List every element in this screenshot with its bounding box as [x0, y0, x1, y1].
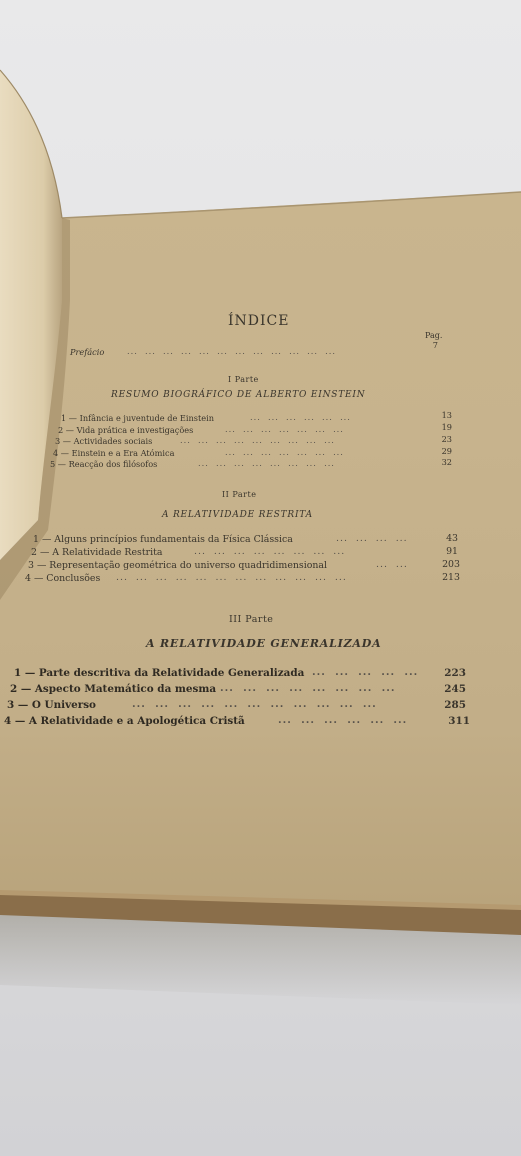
toc-leader: ... ... [376, 559, 408, 570]
toc-entry-label: 4 — Einstein e a Era Atómica [53, 448, 175, 458]
toc-leader: ... ... ... ... ... ... ... ... ... ... ... ... [116, 572, 347, 583]
prefacio-leader: ... ... ... ... ... ... ... ... ... ... ... ... [127, 346, 336, 356]
toc-entry-page: 23 [441, 434, 452, 444]
toc-leader: ... ... ... ... ... ... ... ... ... ... ... [132, 698, 377, 710]
toc-entry-label: 2 — Aspecto Matemático da mesma [10, 683, 217, 695]
toc-entry-label: 1 — Parte descritiva da Relatividade Generalizada [14, 667, 305, 679]
toc-entry-page: 223 [444, 667, 466, 679]
toc-leader: ... ... ... ... ... ... [250, 412, 351, 422]
toc-entry-page: 245 [444, 683, 466, 695]
toc-leader: ... ... ... ... ... ... [278, 714, 408, 726]
toc-entry-label: 4 — Conclusões [25, 573, 101, 584]
toc-entry-page: 311 [448, 715, 470, 727]
toc-entry-page: 91 [446, 546, 458, 557]
toc-entry-label: 1 — Infância e juventude de Einstein [61, 413, 215, 423]
toc-entry-page: 285 [444, 699, 466, 711]
toc-entry-label: 4 — A Relatividade e a Apologética Cristã [4, 715, 245, 727]
toc-leader: ... ... ... ... ... ... ... ... [220, 682, 396, 694]
toc-entry-page: 13 [441, 410, 452, 420]
toc-entry-label: 3 — Representação geométrica do universo quadridimensional [28, 560, 327, 571]
toc-leader: ... ... ... ... [336, 533, 408, 544]
page-column-heading: Pag. [425, 331, 443, 340]
index-title: ÍNDICE [228, 313, 290, 329]
toc-leader: ... ... ... ... ... [312, 666, 419, 678]
part-heading: I Parte [228, 375, 259, 384]
toc-leader: ... ... ... ... ... ... ... ... [198, 458, 335, 468]
prefacio-label: Prefácio [70, 347, 105, 357]
toc-entry-page: 213 [442, 572, 460, 583]
toc-entry-page: 203 [442, 559, 460, 570]
toc-entry-label: 3 — O Universo [7, 699, 96, 711]
toc-leader: ... ... ... ... ... ... ... [225, 447, 344, 457]
toc-entry-label: 2 — Vida prática e investigações [58, 425, 194, 435]
toc-leader: ... ... ... ... ... ... ... ... ... [180, 435, 335, 445]
prefacio-page: 7 [432, 340, 438, 350]
toc-entry-page: 29 [441, 446, 452, 456]
toc-leader: ... ... ... ... ... ... ... [225, 424, 344, 434]
toc-entry-page: 19 [441, 422, 452, 432]
part-heading: III Parte [229, 614, 274, 625]
toc-entry-label: 2 — A Relatividade Restrita [31, 547, 163, 558]
part-subtitle: RESUMO BIOGRÁFICO DE ALBERTO EINSTEIN [111, 390, 366, 400]
toc-entry-label: 1 — Alguns princípios fundamentais da Física Clássica [33, 534, 293, 545]
toc-entry-page: 32 [441, 457, 452, 467]
toc-leader: ... ... ... ... ... ... ... ... [194, 546, 346, 557]
part-subtitle: A RELATIVIDADE RESTRITA [162, 510, 313, 520]
toc-entry-label: 3 — Actividades sociais [55, 436, 153, 446]
toc-entry-page: 43 [446, 533, 458, 544]
toc-entry-label: 5 — Reacção dos filósofos [50, 459, 158, 469]
part-subtitle: A RELATIVIDADE GENERALIZADA [146, 637, 382, 650]
part-heading: II Parte [222, 490, 257, 499]
